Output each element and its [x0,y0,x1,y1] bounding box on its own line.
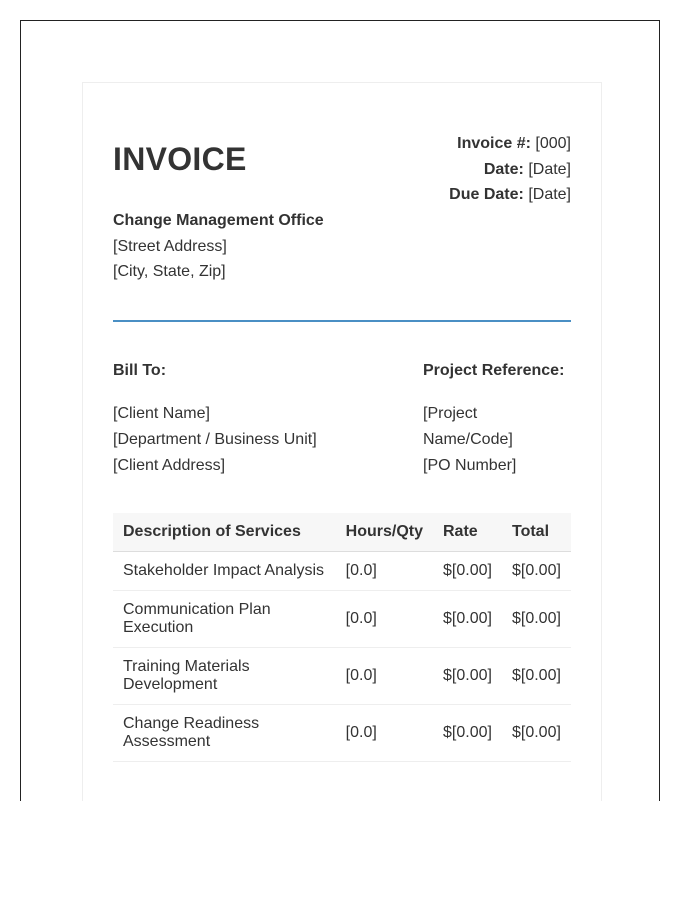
sender-org-name: Change Management Office [113,212,324,229]
invoice-due-date-line [449,182,571,208]
table-row [113,552,571,591]
due-date-label: Due Date: [449,186,524,203]
client-department: [Department / Business Unit] [113,431,317,448]
row-description: Stakeholder Impact Analysis [113,552,336,591]
row-description: Communication Plan Execution [113,591,336,648]
table-row [113,648,571,705]
column-header-hours: Hours/Qty [336,513,433,552]
po-number: [PO Number] [423,457,517,474]
bill-to-section [113,361,317,479]
column-header-rate: Rate [433,513,502,552]
invoice-date-label: Date: [483,160,524,178]
row-hours: [0.0] [336,648,433,705]
page-frame [20,20,660,801]
table-row [113,705,571,762]
row-rate: $[0.00] [433,705,502,762]
invoice-date-value: [Date] [528,160,571,178]
due-date-value: [Date] [528,186,571,203]
bill-to-heading: Bill To: [113,362,167,379]
table-row [113,591,571,648]
section-divider [113,320,571,322]
row-hours: [0.0] [336,591,433,648]
row-description: Training Materials Development [113,648,336,705]
project-reference-section [423,361,571,479]
row-total: $[0.00] [502,552,571,591]
invoice-document [82,82,602,801]
column-header-total: Total [502,513,571,552]
row-rate: $[0.00] [433,591,502,648]
row-total: $[0.00] [502,648,571,705]
row-hours: [0.0] [336,552,433,591]
table-header-row [113,513,571,552]
invoice-number-value: [000] [535,135,571,152]
row-total: $[0.00] [502,705,571,762]
invoice-number-label: Invoice #: [457,135,531,152]
sender-address [113,208,324,285]
client-address: [Client Address] [113,457,226,474]
sender-city: [City, State, Zip] [113,263,226,280]
client-name: [Client Name] [113,405,210,422]
column-header-description: Description of Services [113,513,336,552]
invoice-date-line [449,157,571,183]
row-rate: $[0.00] [433,648,502,705]
row-total: $[0.00] [502,591,571,648]
project-reference-heading: Project Reference: [423,362,565,379]
row-hours: [0.0] [336,705,433,762]
invoice-meta [449,131,571,208]
project-name-code: [Project Name/Code] [423,405,513,448]
services-table [113,513,571,762]
invoice-title: INVOICE [113,141,247,177]
row-description: Change Readiness Assessment [113,705,336,762]
invoice-number-line [449,131,571,157]
row-rate: $[0.00] [433,552,502,591]
sender-street: [Street Address] [113,237,227,255]
